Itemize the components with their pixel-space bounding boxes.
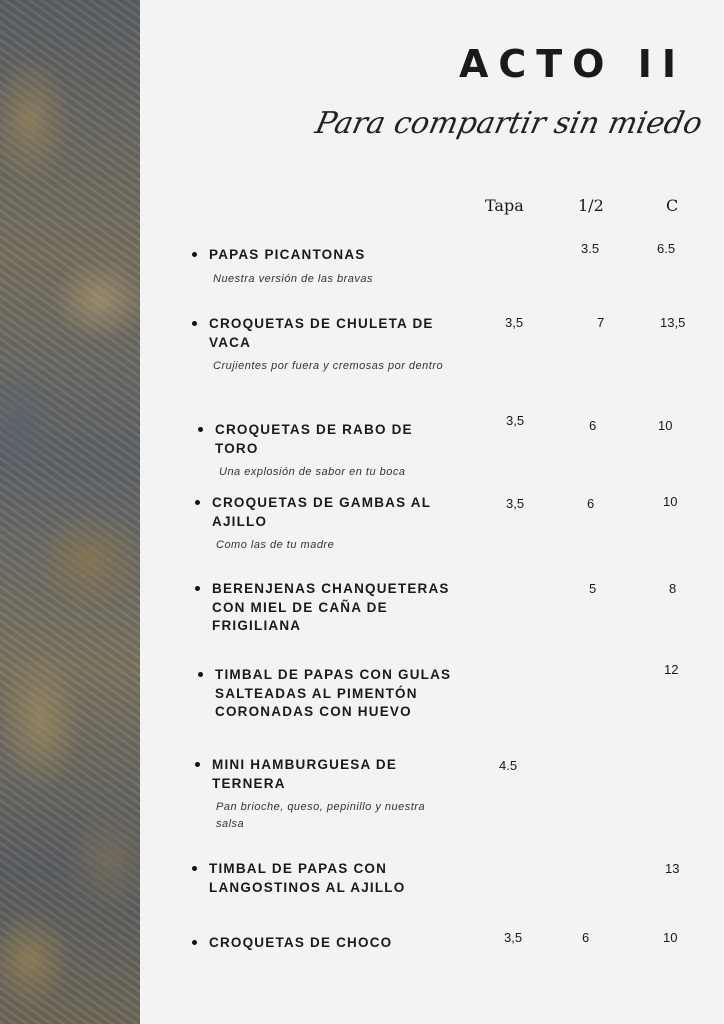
- menu-item: [198, 421, 458, 481]
- bullet: [198, 672, 203, 677]
- price-completa: 13: [665, 861, 680, 876]
- price-media: 7: [597, 315, 605, 330]
- item-description: Como las de tu madre: [216, 539, 335, 551]
- price-media: 6: [582, 930, 590, 945]
- menu-subtitle: Para compartir sin miedo: [312, 106, 706, 141]
- item-name: TIMBAL DE PAPAS CON LANGOSTINOS AL AJILLO: [209, 861, 406, 895]
- price-completa: 13,5: [660, 315, 686, 330]
- bullet: [192, 321, 197, 326]
- item-name: PAPAS PICANTONAS: [209, 247, 366, 262]
- menu-item: [195, 756, 455, 833]
- bullet: [192, 940, 197, 945]
- item-name: CROQUETAS DE GAMBAS AL AJILLO: [212, 495, 431, 529]
- price-tapa: 4.5: [499, 758, 518, 773]
- price-media: 3.5: [581, 241, 600, 256]
- item-name: BERENJENAS CHANQUETERAS CON MIEL DE CAÑA DE FRIGILIANA: [212, 581, 450, 633]
- price-media: 6: [587, 496, 595, 511]
- price-completa: 8: [669, 581, 677, 596]
- column-header-completa: C: [666, 196, 679, 215]
- bullet: [198, 427, 203, 432]
- marble-side-panel: [0, 0, 140, 1024]
- price-completa: 12: [664, 662, 679, 677]
- price-tapa: 3,5: [505, 315, 524, 330]
- item-name: CROQUETAS DE CHULETA DE VACA: [209, 316, 434, 350]
- item-description: Crujientes por fuera y cremosas por dentro: [213, 360, 444, 372]
- price-completa: 10: [663, 930, 678, 945]
- item-description: Pan brioche, queso, pepinillo y nuestra salsa: [216, 801, 426, 830]
- bullet: [195, 762, 200, 767]
- price-tapa: 3,5: [504, 930, 523, 945]
- price-completa: 10: [663, 494, 678, 509]
- menu-item: [198, 666, 458, 722]
- bullet: [192, 866, 197, 871]
- menu-item: [192, 246, 452, 288]
- menu-item: [192, 315, 452, 375]
- bullet: [192, 252, 197, 257]
- item-description: Una explosión de sabor en tu boca: [219, 466, 406, 478]
- menu-item: [192, 860, 452, 897]
- price-completa: 6.5: [657, 241, 676, 256]
- price-tapa: 3,5: [506, 496, 525, 511]
- item-name: TIMBAL DE PAPAS CON GULAS SALTEADAS AL PIMENTÓN CORONADAS CON HUEVO: [215, 667, 452, 719]
- item-name: CROQUETAS DE CHOCO: [209, 935, 393, 950]
- column-header-media: 1/2: [578, 196, 604, 215]
- item-name: CROQUETAS DE RABO DE TORO: [215, 422, 413, 456]
- bullet: [195, 500, 200, 505]
- price-tapa: 3,5: [506, 413, 525, 428]
- price-media: 6: [589, 418, 597, 433]
- price-media: 5: [589, 581, 597, 596]
- price-completa: 10: [658, 418, 673, 433]
- column-header-tapa: Tapa: [485, 196, 524, 215]
- menu-item: [192, 934, 452, 953]
- menu-item: [195, 580, 455, 636]
- item-name: MINI HAMBURGUESA DE TERNERA: [212, 757, 398, 791]
- bullet: [195, 586, 200, 591]
- menu-title: ACTO II: [458, 42, 686, 86]
- item-description: Nuestra versión de las bravas: [213, 272, 374, 285]
- menu-item: [195, 494, 455, 554]
